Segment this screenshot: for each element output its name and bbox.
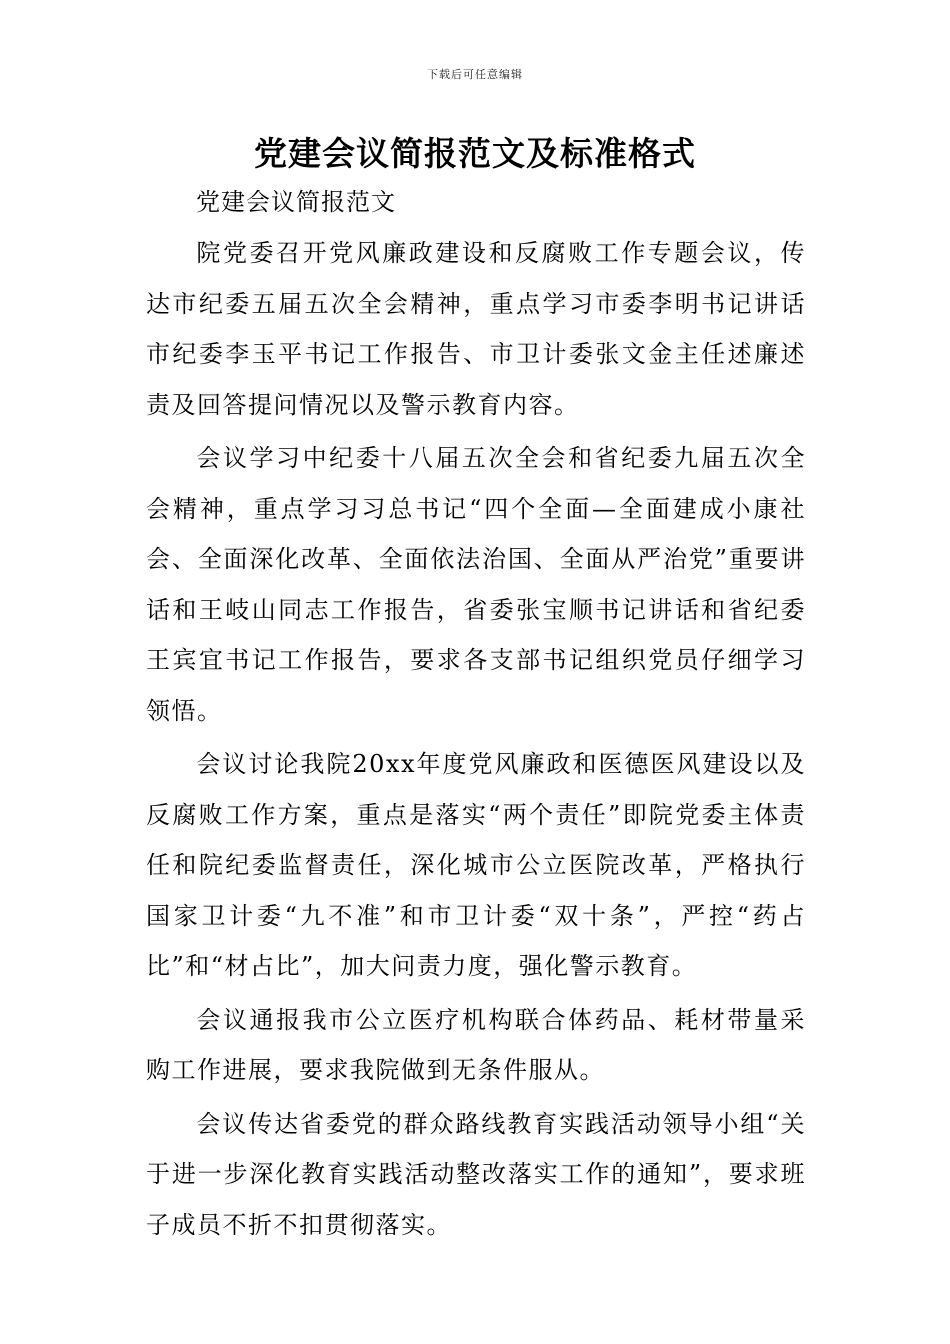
body-paragraph: 会议学习中纪委十八届五次全会和省纪委九届五次全会精神，重点学习习总书记“四个全面—全面建成小康社会、全面深化改革、全面依法治国、全面从严治党”重要讲话和王岐山同志工作报告，省委张宝顺书记讲话和省纪委王宾宜书记工作报告，要求各支部书记组织党员仔细学习领悟。 <box>146 444 806 725</box>
body-paragraph: 院党委召开党风廉政建设和反腐败工作专题会议，传达市纪委五届五次全会精神，重点学习市委李明书记讲话市纪委李玉平书记工作报告、市卫计委张文金主任述廉述责及回答提问情况以及警示教育内容。 <box>146 239 806 419</box>
document-body <box>146 228 806 1250</box>
body-paragraph: 会议讨论我院20xx年度党风廉政和医德医风建设以及反腐败工作方案，重点是落实“两个责任”即院党委主体责任和院纪委监督责任，深化城市公立医院改革，严格执行国家卫计委“九不准”和市卫计委“双十条”，严控“药占比”和“材占比”，加大问责力度，强化警示教育。 <box>146 750 806 980</box>
body-paragraph: 会议通报我市公立医疗机构联合体药品、耗材带量采购工作进展，要求我院做到无条件服从。 <box>146 1005 806 1084</box>
document-subtitle: 党建会议简报范文 <box>196 188 396 216</box>
body-paragraph: 会议传达省委党的群众路线教育实践活动领导小组“关于进一步深化教育实践活动整改落实工作的通知”，要求班子成员不折不扣贯彻落实。 <box>146 1109 806 1239</box>
header-note: 下载后可任意编辑 <box>427 68 523 81</box>
document-title: 党建会议简报范文及标准格式 <box>254 134 696 173</box>
